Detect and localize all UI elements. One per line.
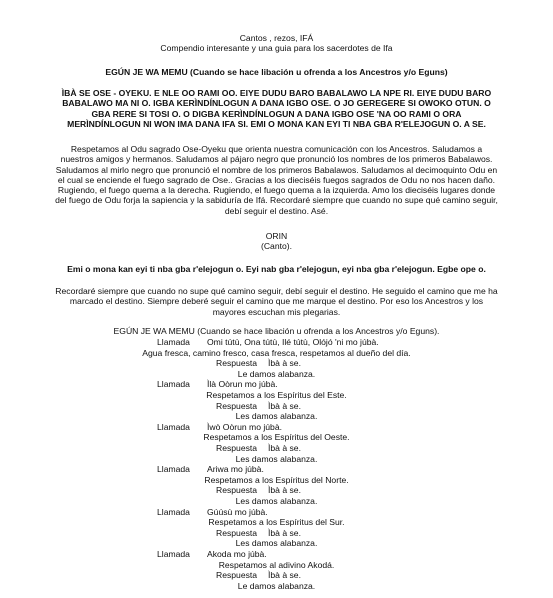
chant-response-label: Respuesta xyxy=(216,443,258,453)
orin-subtitle: (Canto). xyxy=(260,241,293,252)
chant-response-label: Respuesta xyxy=(216,400,258,411)
chant-translation-line: Les damos alabanza. xyxy=(235,411,318,422)
orin-title: ORIN xyxy=(265,231,288,241)
chant-yoruba-line: Ìbà à se. xyxy=(268,443,301,453)
second-paragraph xyxy=(8,286,545,317)
chant-yoruba-line: Ìbà à se. xyxy=(268,358,301,369)
paragraph-line: nuestros amigos y hermanos. Saludamos al pájaro negro que pronunció los nombres de los primeros Babalawos. xyxy=(60,154,493,165)
paragraph-line: marcado el destino. Siempre deberé seguir el camino que me marque el destino. Por eso los Ancestros y los xyxy=(69,296,484,307)
chant-yoruba-line: Gúúsù mo júbà. xyxy=(207,506,268,517)
chant-response-label: Respuesta xyxy=(216,485,258,496)
chant-call-label: Llamada xyxy=(157,549,190,559)
chant-call-label: Llamada xyxy=(157,506,190,517)
chant-yoruba-line: Ìbà à se. xyxy=(268,485,301,496)
invocation-line: ÌBÀ SE OSE - OYEKU. E NLE OO RAMI OO. EIYE DUDU BARO BABALAWO LA NPE RI. EIYE DUDU BARO xyxy=(61,88,492,98)
paragraph-line: mayores escuchan mis plegarias. xyxy=(212,306,341,317)
chant-yoruba-line: Ìbà à se. xyxy=(268,570,301,581)
chant-yoruba-line: Akoda mo júbà. xyxy=(207,549,267,559)
chant-translation-line: Les damos alabanza. xyxy=(235,538,318,549)
chant-yoruba-line: Ìwò Oòrun mo júbà. xyxy=(207,421,282,432)
chant-call-label: Llamada xyxy=(157,464,190,475)
orin-heading xyxy=(0,231,553,252)
chant-response-label: Respuesta xyxy=(216,358,258,369)
chant-call-label: Llamada xyxy=(157,421,190,432)
paragraph-line: Saludamos al mirlo negro que pronunció el nombre de los primeros Babalawos. Saludamos al decimoquinto Odu en xyxy=(55,164,498,175)
section-title: EGÚN JE WA MEMU (Cuando se hace libación u ofrenda a los Ancestros y/o Eguns) xyxy=(105,67,448,77)
chant-translation-line: Le damos alabanza. xyxy=(237,580,316,591)
chant-response-label: Respuesta xyxy=(216,570,258,581)
invocation-block xyxy=(10,88,543,129)
chant-translation-line: Respetamos a los Espíritus del Sur. xyxy=(208,517,345,528)
invocation-line: MERÌNDÍNLOGUN NI WON IMA DANA IFA SI. EMI O MONA KAN EYI TI NBA GBA R'ELEJOGUN O. A SE. xyxy=(67,118,486,129)
paragraph-line: Recordaré siempre que cuando no supe qué camino seguir, debí seguir el destino. He seguido el camino que me ha xyxy=(55,286,498,296)
chant-yoruba-line: Omi tútù, Ona tútù, Ilé tútù, Olójó 'ni mo júbà. xyxy=(207,337,379,347)
chant-translation-line: Respetamos al adivino Akodá. xyxy=(218,559,335,570)
document-header xyxy=(0,33,553,54)
paragraph-line: debí seguir el destino. Asé. xyxy=(224,205,329,216)
chant-translation-line: Respetamos a los Espíritus del Norte. xyxy=(204,474,349,485)
chant-yoruba-line: Ìbà à se. xyxy=(268,400,301,411)
song-line: Emi o mona kan eyi ti nba gba r'elejogun o. Eyi nab gba r'elejogun, eyi nba gba r'elejogun. Egbe ope o. xyxy=(67,264,486,274)
chant-translation-line: Agua fresca, camino fresco, casa fresca, respetamos al dueño del día. xyxy=(142,347,411,358)
chant-response-label: Respuesta xyxy=(216,527,258,538)
chant-yoruba-line: Ariwa mo júbà. xyxy=(207,464,264,475)
chant-translation-line: Respetamos a los Espíritus del Este. xyxy=(206,390,347,400)
chant-call-label: Llamada xyxy=(157,379,190,390)
chant-yoruba-line: Ìbà à se. xyxy=(268,527,301,538)
paragraph-line: el cual se enciende el fuego sagrado de Ose.. Gracias a los dieciséis fuegos sagrados de Odu no nos hacen daño. xyxy=(57,174,496,185)
chant-translation-line: Respetamos a los Espíritus del Oeste. xyxy=(203,432,350,443)
chant-translation-line: Les damos alabanza. xyxy=(235,496,318,506)
invocation-line: BABALAWO MA NI O. IGBA KERÌNDÍNLOGUN A DANA IGBO OSE. O JO GEREGERE SI OWOKO OTUN. O xyxy=(62,98,491,109)
section-title-2: EGÚN JE WA MEMU (Cuando se hace libación u ofrenda a los Ancestros y/o Eguns). xyxy=(113,326,440,336)
paragraph-line: Respetamos al Odu sagrado Ose-Oyeku que orienta nuestra comunicación con los Ancestros. Saludamos a xyxy=(70,144,483,154)
chant-translation-line: Les damos alabanza. xyxy=(235,453,318,464)
invocation-line: GBA RERE SI TOSI O. O DIGBA KERÌNDÍNLOGUN A DANA IGBO OSE 'NA OO RAMI O ORA xyxy=(91,108,462,119)
header-subtitle: Compendio interesante y una guia para los sacerdotes de Ifa xyxy=(160,43,393,54)
chant-yoruba-line: Ìlà Oòrun mo júbà. xyxy=(207,379,278,390)
paragraph-line: del fuego de Odu forja la sapiencia y la sabiduría de Ifá. Recordaré siempre que cuando no supe qué camino seguir, xyxy=(55,195,498,206)
chant-translation-line: Le damos alabanza. xyxy=(237,368,316,379)
translation-paragraph xyxy=(4,144,549,216)
header-title: Cantos , rezos, IFÁ xyxy=(239,33,314,43)
paragraph-line: Rugiendo, el fuego quema a la derecha. Rugiendo, el fuego quema a la izquierda. Amo los dieciséis lugares donde xyxy=(57,185,496,196)
chant-call-label: Llamada xyxy=(157,337,190,347)
